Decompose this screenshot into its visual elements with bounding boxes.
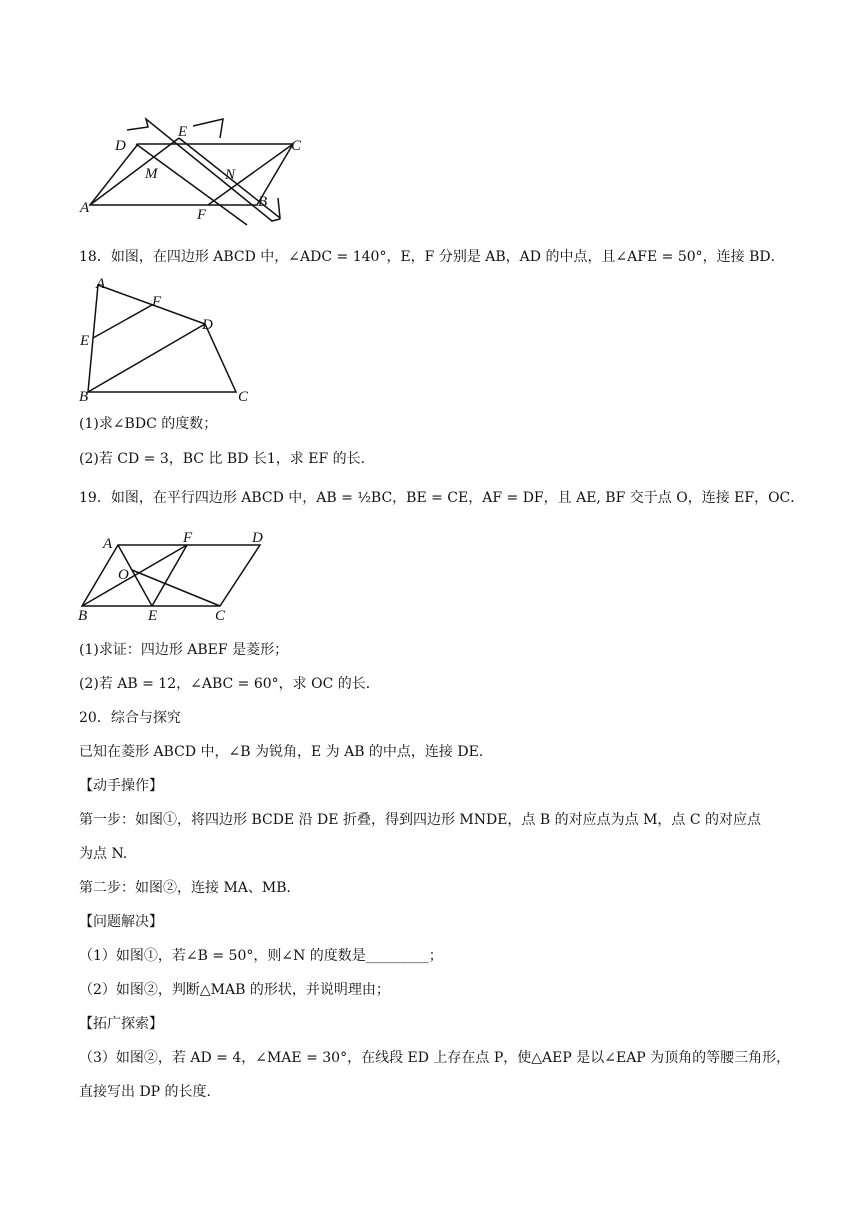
q18-part1: (1)求∠BDC 的度数； — [79, 416, 218, 432]
q18-stem: 18．如图，在四边形 ABCD 中，∠ADC = 140°，E，F 分别是 AB，AD 的中点，且∠AFE = 50°，连接 BD． — [79, 249, 785, 265]
fig19-label-B: B — [78, 608, 88, 624]
figure-18 — [75, 275, 265, 405]
fig18-label-A: A — [96, 276, 106, 292]
figure-17 — [75, 108, 335, 228]
q20-question3-line2: 直接写出 DP 的长度. — [79, 1084, 211, 1100]
q20-step2: 第二步：如图②，连接 MA、MB． — [79, 880, 301, 896]
fig19-label-D: D — [252, 530, 263, 546]
fig18-label-D: D — [202, 317, 213, 333]
figure-19 — [75, 526, 285, 626]
q20-title: 20．综合与探究 — [79, 710, 181, 726]
figure-19-drawing — [75, 526, 285, 626]
q20-heading-operation: 【动手操作】 — [79, 778, 163, 794]
q20-question3-line1: （3）如图②，若 AD = 4，∠MAE = 30°，在线段 ED 上存在点 P，使△AEP 是以∠EAP 为顶角的等腰三角形， — [79, 1050, 791, 1066]
fig17-label-B: B — [258, 194, 268, 210]
fig17-label-A: A — [80, 200, 90, 216]
q19-part1: (1)求证：四边形 ABEF 是菱形； — [79, 642, 289, 658]
q19-stem: 19．如图，在平行四边形 ABCD 中，AB = ½BC，BE = CE，AF = DF，且 AE, BF 交于点 O，连接 EF，OC． — [79, 490, 805, 506]
q20-question2: （2）如图②，判断△MAB 的形状，并说明理由； — [79, 982, 390, 998]
q20-intro: 已知在菱形 ABCD 中，∠B 为锐角，E 为 AB 的中点，连接 DE． — [79, 744, 493, 760]
fig18-label-E: E — [80, 333, 90, 349]
q20-step1-line2: 为点 N. — [79, 846, 128, 862]
fig17-label-D: D — [115, 138, 126, 154]
fig19-label-A: A — [103, 536, 113, 552]
fig19-label-E: E — [148, 608, 158, 624]
q19-part2: (2)若 AB = 12，∠ABC = 60°，求 OC 的长． — [79, 676, 380, 692]
fig19-label-F: F — [183, 530, 193, 546]
figure-17-drawing — [75, 108, 335, 228]
fig17-label-M: M — [145, 166, 158, 182]
fig17-label-N: N — [225, 167, 236, 183]
q20-question1: （1）如图①，若∠B = 50°，则∠N 的度数是_________； — [79, 948, 443, 964]
q18-part2: (2)若 CD = 3，BC 比 BD 长1，求 EF 的长． — [79, 451, 375, 467]
q20-heading-extend: 【拓广探索】 — [79, 1016, 163, 1032]
q20-heading-solve: 【问题解决】 — [79, 914, 163, 930]
fig18-label-B: B — [79, 389, 89, 405]
fig19-label-O: O — [118, 567, 129, 583]
fig17-label-F: F — [197, 207, 207, 223]
fig18-label-C: C — [238, 389, 249, 405]
figure-18-drawing — [75, 275, 265, 405]
fig19-label-C: C — [215, 608, 226, 624]
fig18-label-F: F — [152, 294, 162, 310]
q20-step1-line1: 第一步：如图①，将四边形 BCDE 沿 DE 折叠，得到四边形 MNDE，点 B 的对应点为点 M，点 C 的对应点 — [79, 812, 762, 828]
fig17-label-E: E — [178, 124, 188, 140]
fig17-label-C: C — [291, 138, 302, 154]
